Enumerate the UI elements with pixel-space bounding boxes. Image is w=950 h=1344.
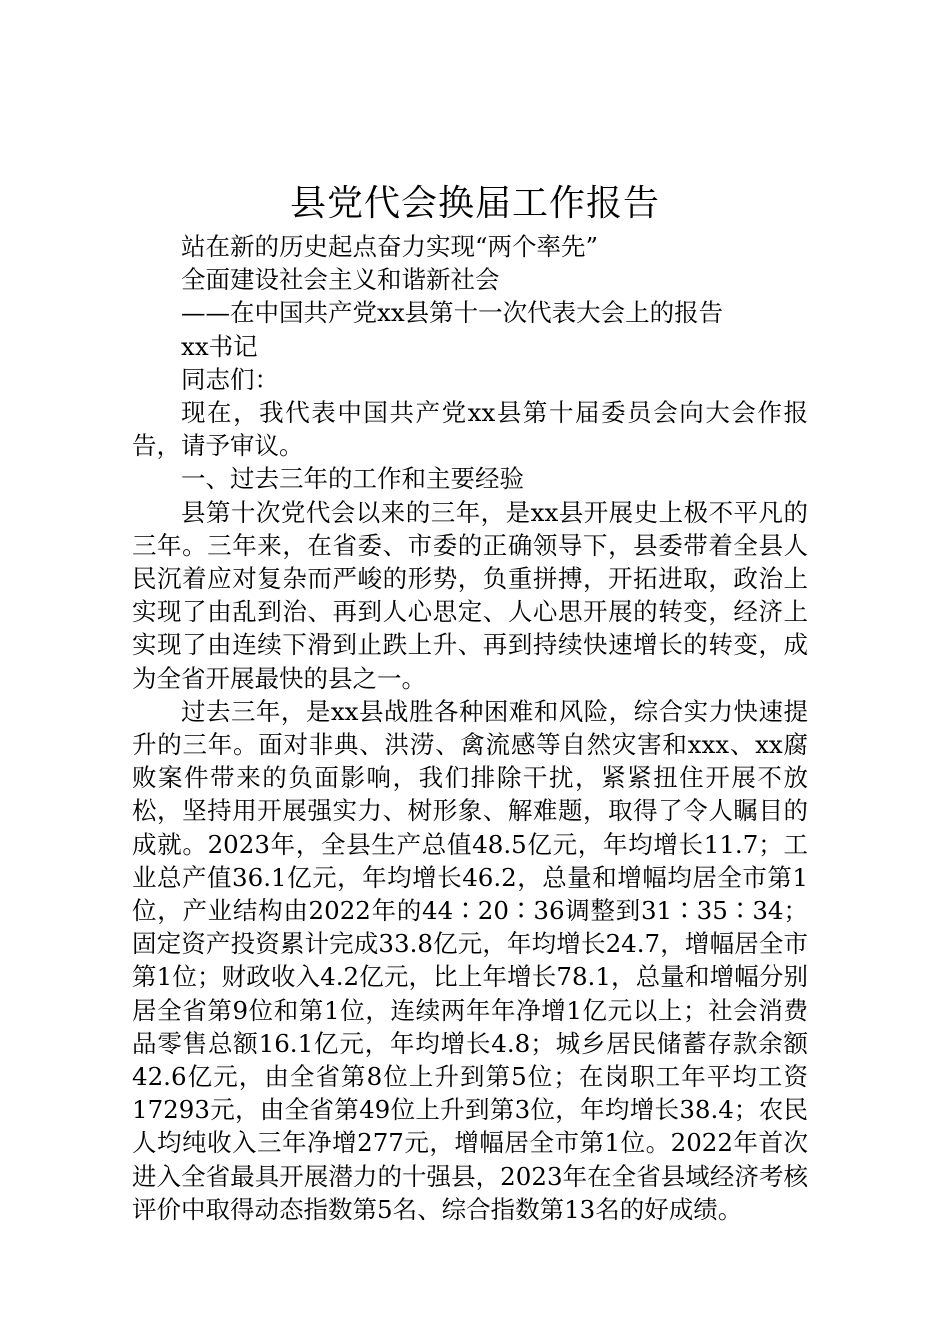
salutation: 同志们： — [181, 364, 279, 394]
author-line: xx书记 — [181, 331, 258, 361]
body-paragraph: 县第十次党代会以来的三年，是xx县开展史上极不平凡的三年。三年来，在省委、市委的正确领导下，县委带着全县人民沉着应对复杂而严峻的形势，负重拼搏，开拓进取，政治上实现了由乱到治、再到人心思定、人心思开展的转变，经济上实现了由连续下滑到止跌上升、再到持续快速增长的转变，成为全省开展最快的县之一。 — [132, 497, 808, 693]
intro-paragraph: 现在，我代表中国共产党xx县第十届委员会向大会作报告，请予审议。 — [132, 398, 808, 461]
subtitle-line-2: 全面建设社会主义和谐新社会 — [181, 265, 500, 295]
body-paragraph: 过去三年，是xx县战胜各种困难和风险，综合实力快速提升的三年。面对非典、洪涝、禽流感等自然灾害和xxx、xx腐败案件带来的负面影响，我们排除干扰，紧紧扭住开展不放松，坚持用开展强实力、树形象、解难题，取得了令人瞩目的成就。2023年，全县生产总值48.5亿元，年均增长11.7；工业总产值36.1亿元，年均增长46.2，总量和增幅均居全市第1位，产业结构由2022年的44∶20∶36调整到31∶35∶34；固定资产投资累计完成33.8亿元，年均增长24.7，增幅居全市第1位；财政收入4.2亿元，比上年增长78.1，总量和增幅分别居全省第9位和第1位，连续两年年净增1亿元以上；社会消费品零售总额16.1亿元，年均增长4.8；城乡居民储蓄存款余额42.6亿元，由全省第8位上升到第5位；在岗职工年平均工资17293元，由全省第49位上升到第3位，年均增长38.4；农民人均纯收入三年净增277元，增幅居全市第1位。2022年首次进入全省最具开展潜力的十强县，2023年在全省县域经济考核评价中取得动态指数第5名、综合指数第13名的好成绩。 — [132, 696, 808, 1224]
document-title: 县党代会换届工作报告 — [289, 183, 660, 224]
subtitle-line-3: ——在中国共产党xx县第十一次代表大会上的报告 — [181, 298, 724, 328]
section-heading: 一、过去三年的工作和主要经验 — [181, 464, 524, 494]
document-body — [132, 230, 808, 1226]
subtitle-line-1: 站在新的历史起点奋力实现“两个率先” — [181, 232, 599, 261]
